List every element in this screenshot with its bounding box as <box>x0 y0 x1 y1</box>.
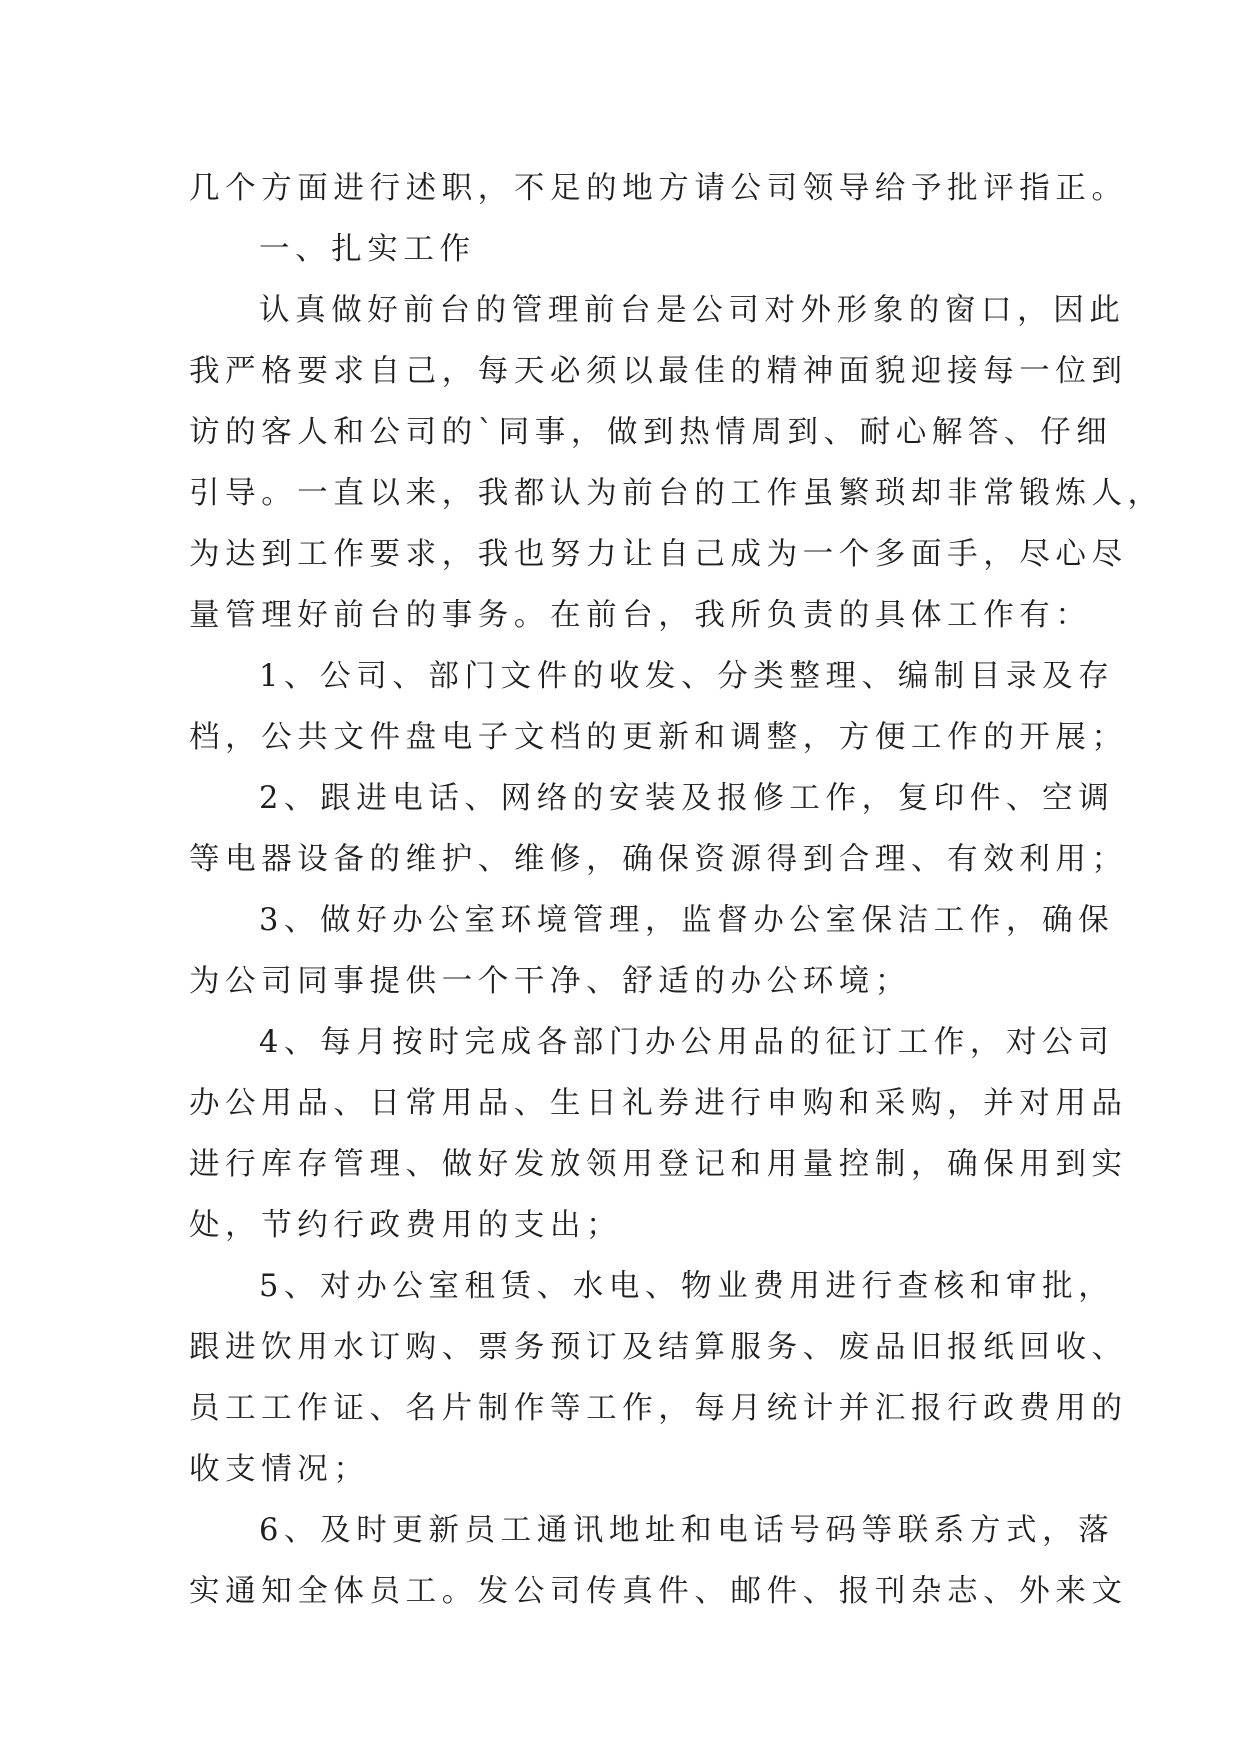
text-line: 引导。一直以来，我都认为前台的工作虽繁琐却非常锻炼人， <box>189 476 1164 511</box>
text-line: 为达到工作要求，我也努力让自己成为一个多面手，尽心尽 <box>189 537 1128 572</box>
text-line: 访的客人和公司的`同事，做到热情周到、耐心解答、仔细 <box>189 415 1113 450</box>
text-line: 跟进饮用水订购、票务预订及结算服务、废品旧报纸回收、 <box>189 1330 1128 1365</box>
list-item-line: 6、及时更新员工通讯地址和电话号码等联系方式，落 <box>259 1513 1115 1548</box>
text-line: 实通知全体员工。发公司传真件、邮件、报刊杂志、外来文 <box>189 1574 1128 1609</box>
document-body <box>189 158 1164 1622</box>
list-item-line: 4、每月按时完成各部门办公用品的征订工作，对公司 <box>259 1025 1115 1060</box>
text-line: 我严格要求自己，每天必须以最佳的精神面貌迎接每一位到 <box>189 354 1128 389</box>
list-item-line: 5、对办公室租赁、水电、物业费用进行查核和审批， <box>259 1269 1115 1304</box>
text-line: 量管理好前台的事务。在前台，我所负责的具体工作有： <box>189 598 1092 633</box>
text-line: 处，节约行政费用的支出； <box>189 1208 623 1243</box>
text-line: 几个方面进行述职，不足的地方请公司领导给予批评指正。 <box>189 171 1128 206</box>
text-line: 等电器设备的维护、维修，确保资源得到合理、有效利用； <box>189 842 1128 877</box>
text-line: 认真做好前台的管理前台是公司对外形象的窗口，因此 <box>259 293 1126 328</box>
list-item-line: 2、跟进电话、网络的安装及报修工作，复印件、空调 <box>259 781 1115 816</box>
text-line: 收支情况； <box>189 1452 370 1487</box>
list-item-line: 1、公司、部门文件的收发、分类整理、编制目录及存 <box>259 659 1115 694</box>
text-line: 档，公共文件盘电子文档的更新和调整，方便工作的开展； <box>189 720 1128 755</box>
text-line: 为公司同事提供一个干净、舒适的办公环境； <box>189 964 911 999</box>
text-line: 员工工作证、名片制作等工作，每月统计并汇报行政费用的 <box>189 1391 1128 1426</box>
text-line: 办公用品、日常用品、生日礼券进行申购和采购，并对用品 <box>189 1086 1128 1121</box>
text-line: 进行库存管理、做好发放领用登记和用量控制，确保用到实 <box>189 1147 1128 1182</box>
list-item-line: 3、做好办公室环境管理，监督办公室保洁工作，确保 <box>259 903 1115 938</box>
section-heading: 一、扎实工作 <box>259 232 476 267</box>
